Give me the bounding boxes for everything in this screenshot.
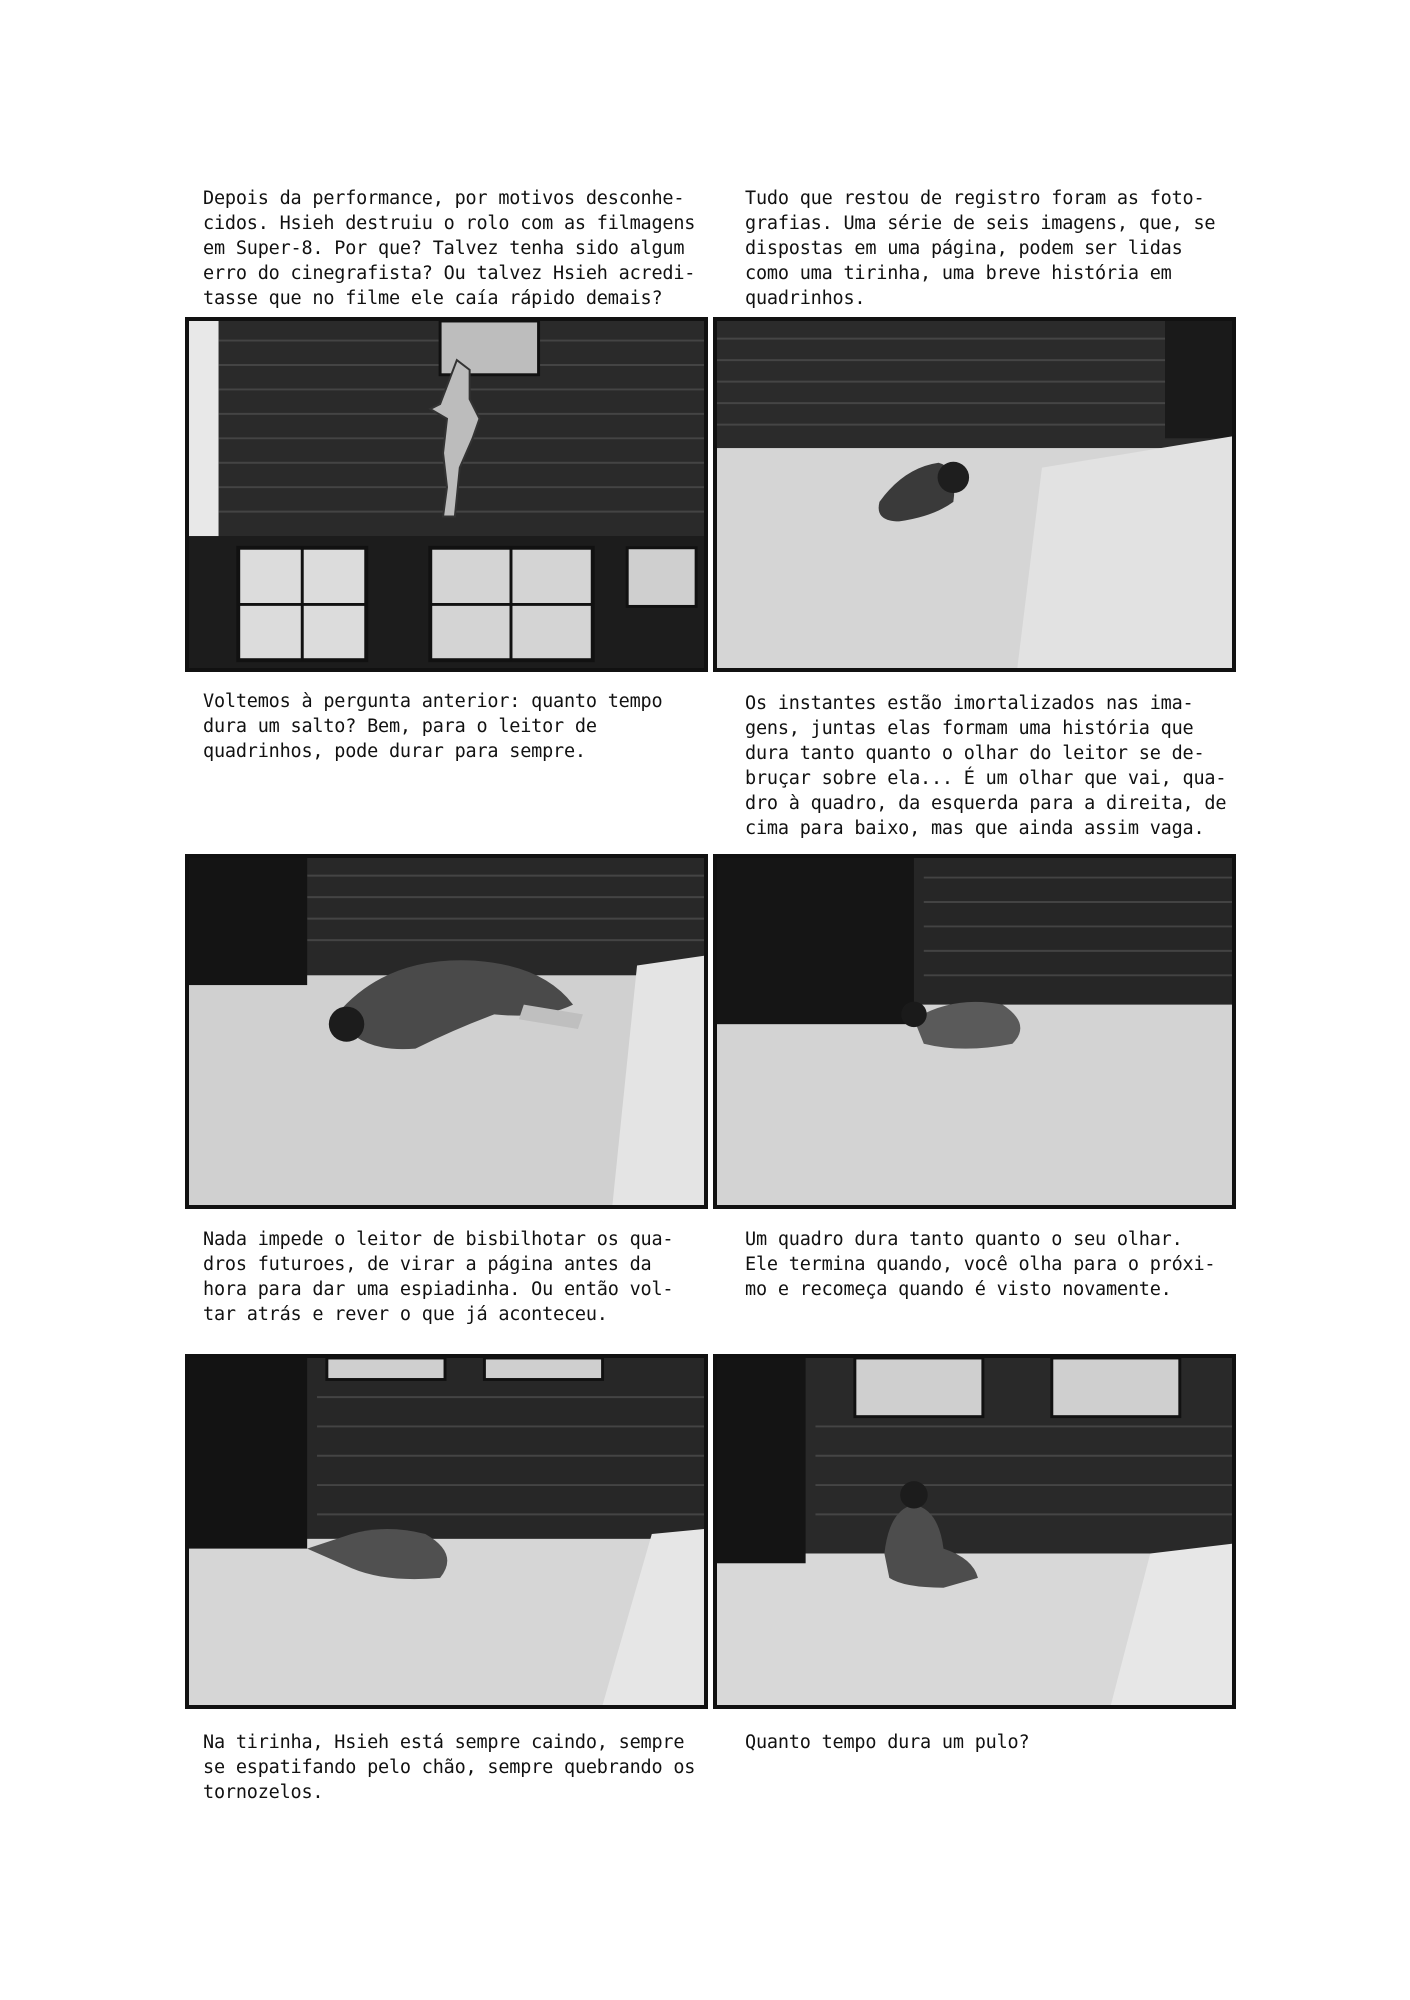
caption-8: Quanto tempo dura um pulo? (745, 1732, 1030, 1753)
photo-panel-2-landing (713, 317, 1236, 672)
photo-panel-3-crouching (185, 854, 708, 1209)
photo-panel-6-sitting (713, 1354, 1236, 1709)
caption-6: Um quadro dura tanto quanto o seu olhar. Ele termina quando, você olha para o próxi- mo e recomeça quando é visto novamente. (745, 1229, 1216, 1300)
caption-4: Os instantes estão imortalizados nas ima- gens, juntas elas formam uma história que dura tanto quanto o olhar do leitor se de- bruçar sobre ela... É um olhar que vai, qua- dro à quadro, da esquerda para a direita, de cima para baixo, mas que ainda assim vaga. (745, 693, 1227, 839)
photo-panel-1-jump-from-window (185, 317, 708, 672)
caption-2: Tudo que restou de registro foram as foto- grafias. Uma série de seis imagens, que, se dispostas em uma página, podem ser lidas como uma tirinha, uma breve história em quadrinhos. (745, 188, 1216, 309)
photo-panel-4-lying-curled (713, 854, 1236, 1209)
caption-5: Nada impede o leitor de bisbilhotar os qua- dros futuroes, de virar a página antes da hora para dar uma espiadinha. Ou então vol- tar atrás e rever o que já aconteceu. (203, 1229, 674, 1325)
caption-1: Depois da performance, por motivos desconhe- cidos. Hsieh destruiu o rolo com as filmagens em Super-8. Por que? Talvez tenha sido algum erro do cinegrafista? Ou talvez Hsieh acredi- tasse que no filme ele caía rápido demais? (203, 188, 696, 309)
photo-panel-5-sprawled (185, 1354, 708, 1709)
caption-7: Na tirinha, Hsieh está sempre caindo, sempre se espatifando pelo chão, sempre quebrando os tornozelos. (203, 1732, 696, 1803)
caption-3: Voltemos à pergunta anterior: quanto tempo dura um salto? Bem, para o leitor de quadrinhos, pode durar para sempre. (203, 691, 663, 762)
